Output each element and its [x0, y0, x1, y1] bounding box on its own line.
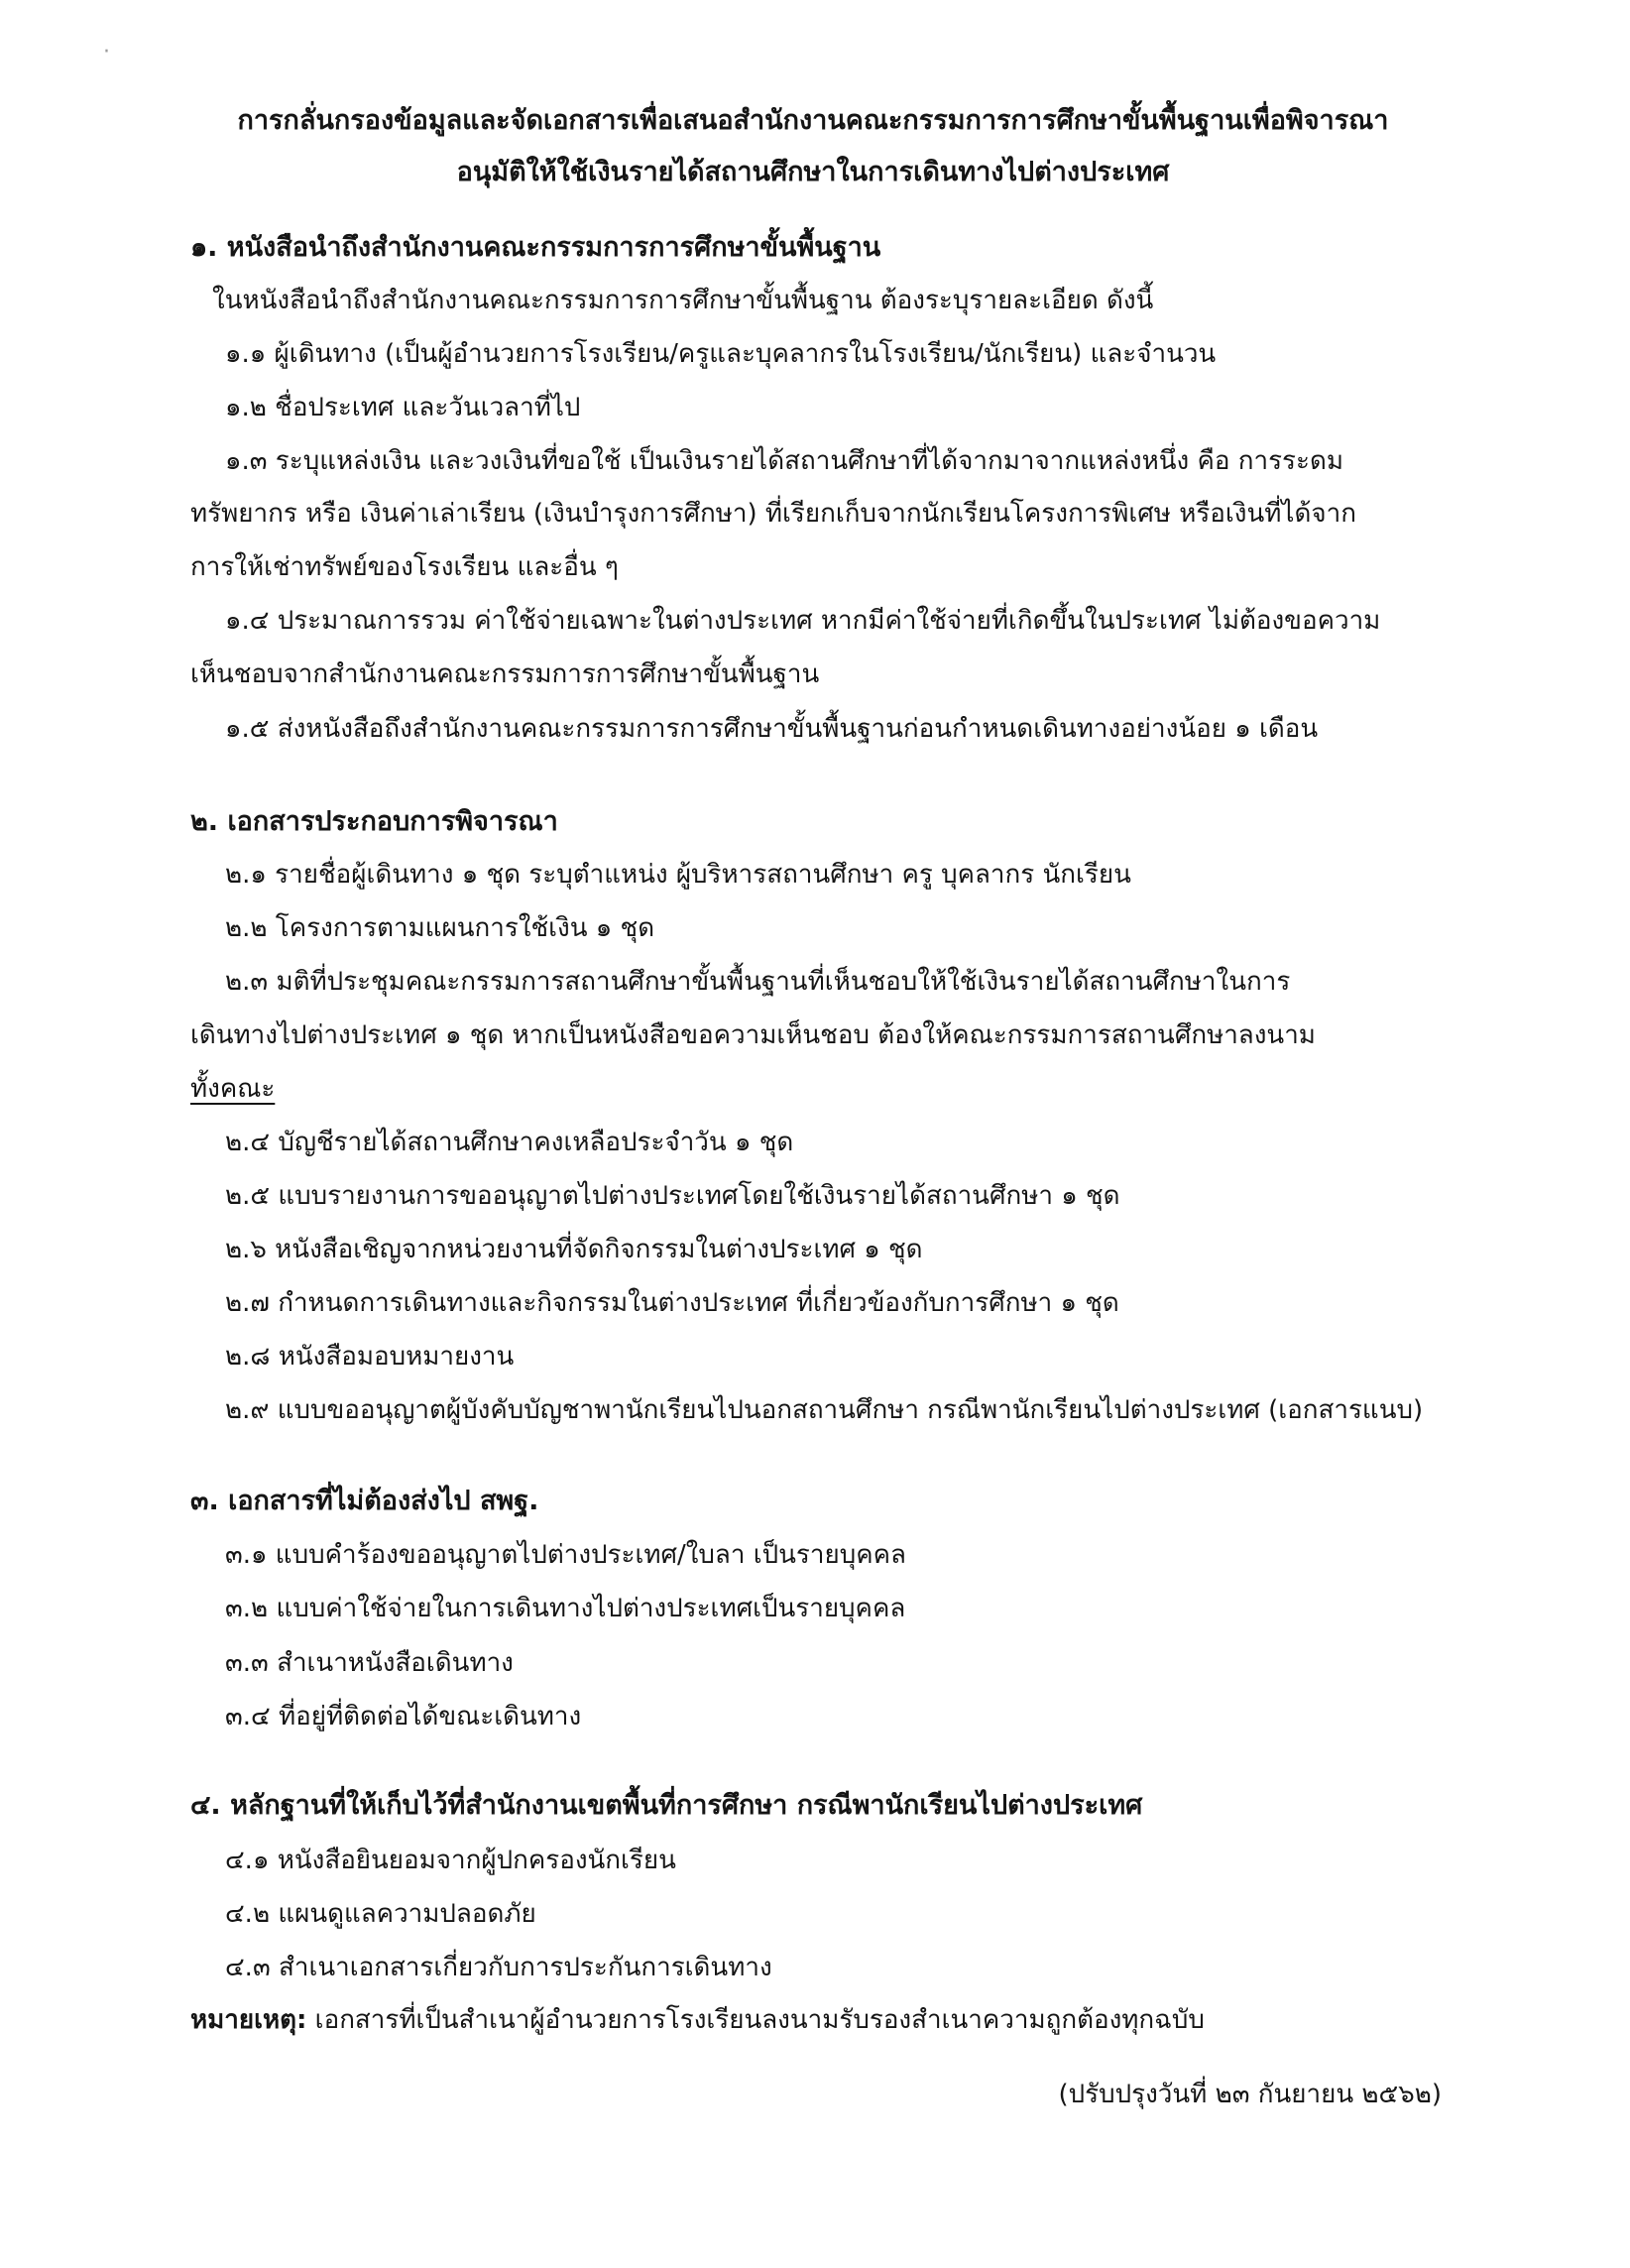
section1-item3-line1: ๑.๓ ระบุแหล่งเงิน และวงเงินที่ขอใช้ เป็นเงินรายได้สถานศึกษาที่ได้จากมาจากแหล่งหนึ่ง คือ การระดม — [225, 446, 1343, 476]
section4-heading: ๔. หลักฐานที่ให้เก็บไว้ที่สำนักงานเขตพื้นที่การศึกษา กรณีพานักเรียนไปต่างประเทศ — [190, 1790, 1143, 1821]
section2-item3-line1: ๒.๓ มติที่ประชุมคณะกรรมการสถานศึกษาขั้นพื้นฐานที่เห็นชอบให้ใช้เงินรายได้สถานศึกษาในการ — [225, 967, 1291, 997]
note-label: หมายเหตุ: — [190, 2005, 307, 2035]
scan-mark: · — [103, 40, 110, 64]
section1-intro: ในหนังสือนำถึงสำนักงานคณะกรรมการการศึกษาขั้นพื้นฐาน ต้องระบุรายละเอียด ดังนี้ — [212, 286, 1154, 315]
section4-item2: ๔.๒ แผนดูแลความปลอดภัย — [225, 1899, 536, 1929]
section1-item1: ๑.๑ ผู้เดินทาง (เป็นผู้อำนวยการโรงเรียน/ครูและบุคลากรในโรงเรียน/นักเรียน) และจำนวน — [225, 339, 1217, 369]
section2-item3-line3: ทั้งคณะ — [190, 1074, 276, 1104]
revision-date: (ปรับปรุงวันที่ ๒๓ กันยายน ๒๕๖๒) — [1058, 2080, 1442, 2109]
section1-item5: ๑.๕ ส่งหนังสือถึงสำนักงานคณะกรรมการการศึกษาขั้นพื้นฐานก่อนกำหนดเดินทางอย่างน้อย ๑ เดือน — [225, 714, 1319, 744]
section3-item3: ๓.๓ สำเนาหนังสือเดินทาง — [225, 1648, 514, 1678]
section1-item4-line2: เห็นชอบจากสำนักงานคณะกรรมการการศึกษาขั้นพื้นฐาน — [190, 659, 820, 689]
section2-item7: ๒.๗ กำหนดการเดินทางและกิจกรรมในต่างประเทศ ที่เกี่ยวข้องกับการศึกษา ๑ ชุด — [225, 1288, 1119, 1318]
section2-item5: ๒.๕ แบบรายงานการขออนุญาตไปต่างประเทศโดยใช้เงินรายได้สถานศึกษา ๑ ชุด — [225, 1181, 1120, 1211]
section2-item9: ๒.๙ แบบขออนุญาตผู้บังคับบัญชาพานักเรียนไปนอกสถานศึกษา กรณีพานักเรียนไปต่างประเทศ (เอกสารแนบ) — [225, 1395, 1424, 1425]
section2-item6: ๒.๖ หนังสือเชิญจากหน่วยงานที่จัดกิจกรรมในต่างประเทศ ๑ ชุด — [225, 1235, 923, 1264]
section2-item8: ๒.๘ หนังสือมอบหมายงาน — [225, 1342, 515, 1372]
section2-heading: ๒. เอกสารประกอบการพิจารณา — [190, 806, 558, 837]
note-text: เอกสารที่เป็นสำเนาผู้อำนวยการโรงเรียนลงนามรับรองสำเนาความถูกต้องทุกฉบับ — [306, 2005, 1205, 2035]
section2-item2: ๒.๒ โครงการตามแผนการใช้เงิน ๑ ชุด — [225, 913, 655, 943]
section3-item2: ๓.๒ แบบค่าใช้จ่ายในการเดินทางไปต่างประเทศเป็นรายบุคคล — [225, 1594, 906, 1623]
document-title-line1: การกลั่นกรองข้อมูลและจัดเอกสารเพื่อเสนอสำนักงานคณะกรรมการการศึกษาขั้นพื้นฐานเพื่อพิจารณา — [237, 105, 1389, 136]
section2-item4: ๒.๔ บัญชีรายได้สถานศึกษาคงเหลือประจำวัน ๑ ชุด — [225, 1128, 794, 1157]
section1-item3-line3: การให้เช่าทรัพย์ของโรงเรียน และอื่น ๆ — [190, 552, 619, 582]
section2-item3-line2: เดินทางไปต่างประเทศ ๑ ชุด หากเป็นหนังสือขอความเห็นชอบ ต้องให้คณะกรรมการสถานศึกษาลงนาม — [190, 1020, 1316, 1050]
section3-item1: ๓.๑ แบบคำร้องขออนุญาตไปต่างประเทศ/ใบลา เป็นรายบุคคล — [225, 1540, 906, 1570]
section1-heading: ๑. หนังสือนำถึงสำนักงานคณะกรรมการการศึกษาขั้นพื้นฐาน — [190, 232, 881, 263]
section3-item4: ๓.๔ ที่อยู่ที่ติดต่อได้ขณะเดินทาง — [225, 1702, 582, 1731]
document-title-line2: อนุมัติให้ใช้เงินรายได้สถานศึกษาในการเดินทางไปต่างประเทศ — [456, 157, 1170, 187]
section3-heading: ๓. เอกสารที่ไม่ต้องส่งไป สพฐ. — [190, 1486, 539, 1516]
section4-item3: ๔.๓ สำเนาเอกสารเกี่ยวกับการประกันการเดินทาง — [225, 1953, 772, 1982]
note — [190, 2000, 1205, 2040]
section4-item1: ๔.๑ หนังสือยินยอมจากผู้ปกครองนักเรียน — [225, 1846, 676, 1875]
section2-item1: ๒.๑ รายชื่อผู้เดินทาง ๑ ชุด ระบุตำแหน่ง ผู้บริหารสถานศึกษา ครู บุคลากร นักเรียน — [225, 860, 1131, 890]
section1-item2: ๑.๒ ชื่อประเทศ และวันเวลาที่ไป — [225, 393, 581, 422]
section1-item4-line1: ๑.๔ ประมาณการรวม ค่าใช้จ่ายเฉพาะในต่างประเทศ หากมีค่าใช้จ่ายที่เกิดขึ้นในประเทศ ไม่ต้องขอความ — [225, 606, 1381, 636]
section1-item3-line2: ทรัพยากร หรือ เงินค่าเล่าเรียน (เงินบำรุงการศึกษา) ที่เรียกเก็บจากนักเรียนโครงการพิเศษ หรือเงินที่ได้จาก — [190, 499, 1356, 529]
